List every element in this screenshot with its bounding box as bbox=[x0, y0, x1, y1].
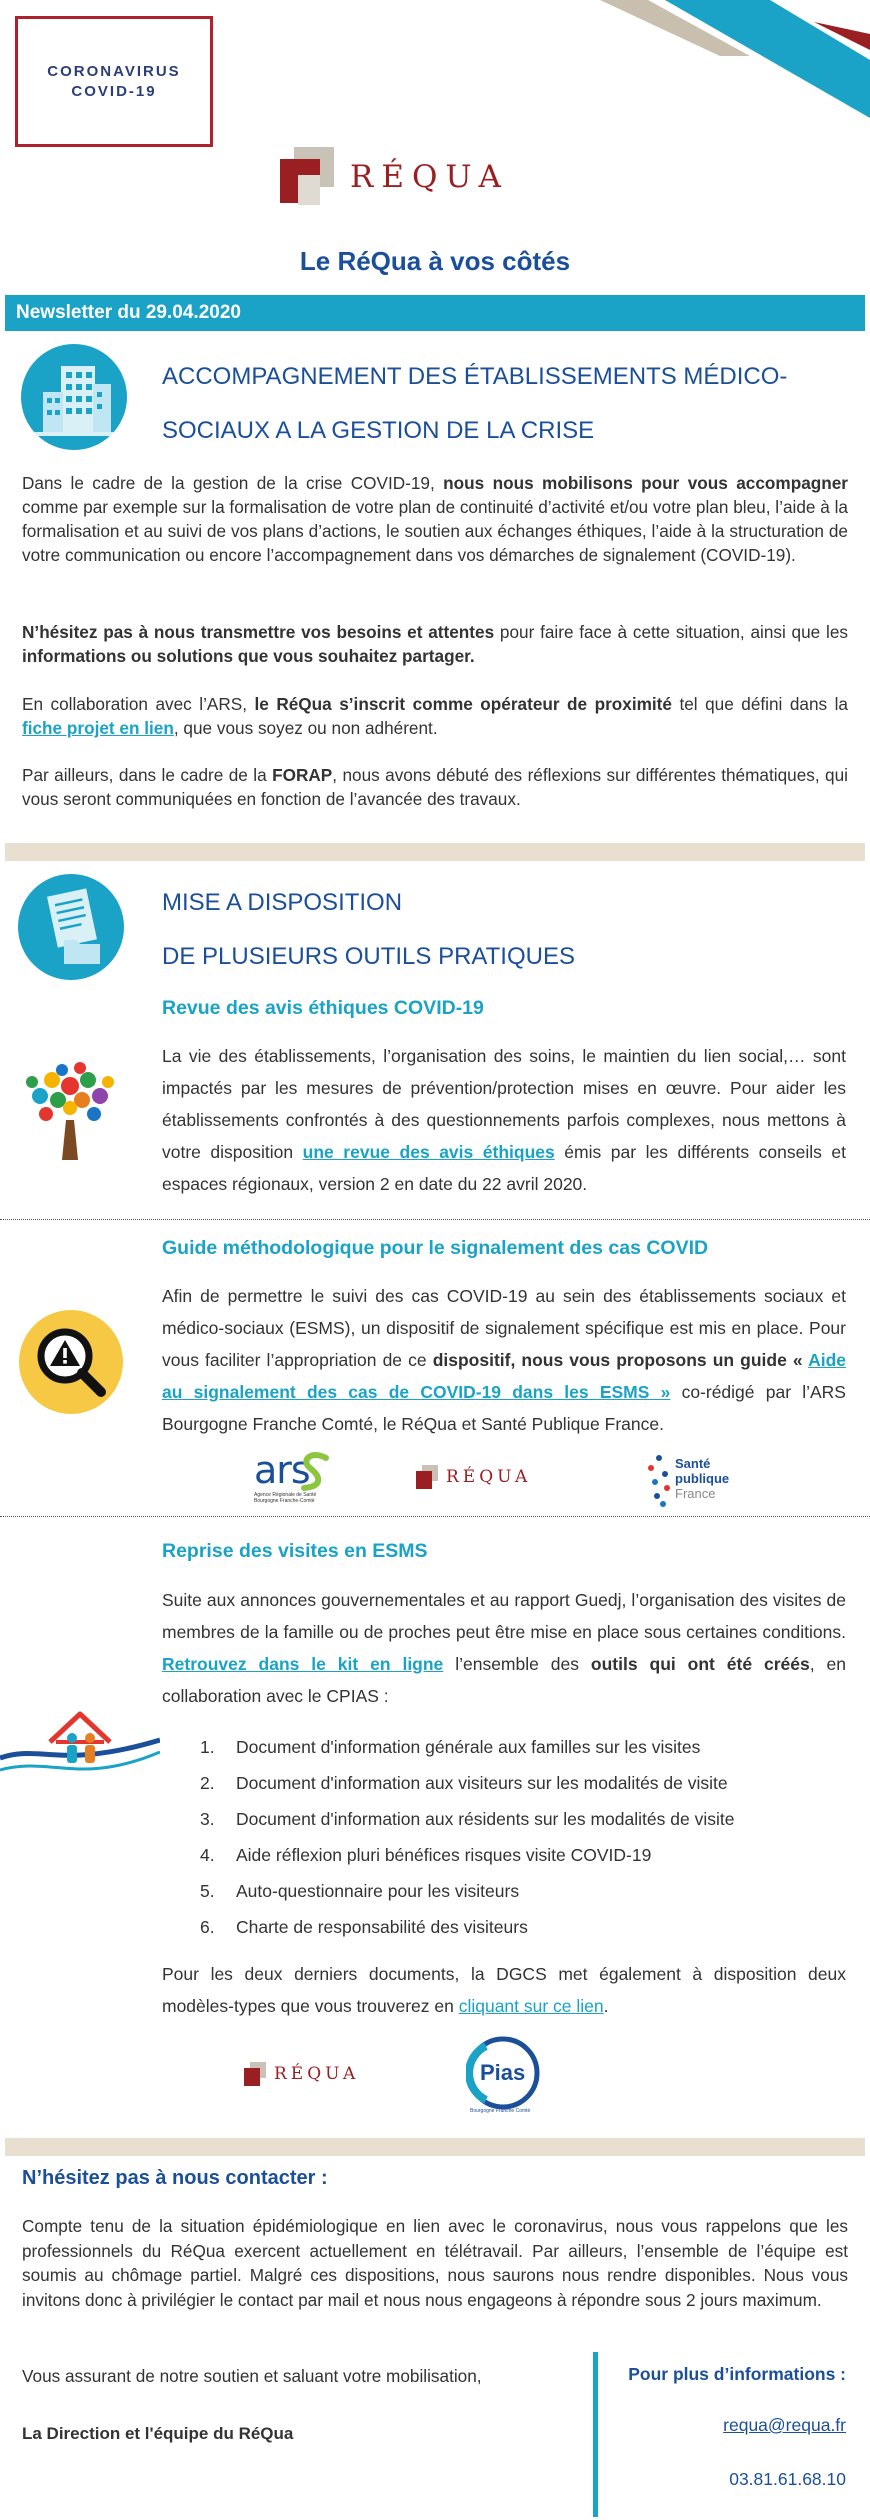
section2-title-line1: MISE A DISPOSITION bbox=[162, 889, 403, 916]
visites-title: Reprise des visites en ESMS bbox=[162, 1540, 428, 1562]
documents-icon bbox=[18, 874, 124, 980]
signature: La Direction et l'équipe du RéQua bbox=[22, 2424, 294, 2443]
list-item: 2. Document d'information aux visiteurs sur les modalités de visite bbox=[200, 1773, 728, 1793]
list-item: 4. Aide réflexion pluri bénéfices risques visite COVID-19 bbox=[200, 1845, 652, 1865]
contact-title: N’hésitez pas à nous contacter : bbox=[22, 2167, 328, 2189]
cpias-logo-text: Pias bbox=[480, 2060, 526, 2085]
guide-title: Guide méthodologique pour le signalement des cas COVID bbox=[162, 1237, 709, 1259]
ars-logo bbox=[250, 1448, 340, 1504]
covid-badge-line2: COVID-19 bbox=[71, 82, 157, 100]
more-info-label: Pour plus d’informations : bbox=[628, 2364, 846, 2384]
section-divider-2 bbox=[5, 2138, 865, 2156]
revue-avis-ethiques-link[interactable]: une revue des avis éthiques bbox=[302, 1142, 555, 1162]
requa-logo-text: RÉQUA bbox=[350, 159, 509, 195]
visites-tools-list bbox=[200, 1729, 734, 1945]
dgcs-paragraph: Pour les deux derniers documents, la DGCS met également à disposition deux modèles-types que vous trouverez en cliquant sur ce lien. bbox=[162, 1964, 846, 2016]
newsletter-bar bbox=[5, 295, 865, 331]
ars-swoosh bbox=[294, 1450, 334, 1494]
cpias-logo bbox=[466, 2036, 540, 2118]
section2-title bbox=[162, 876, 575, 984]
requa-logo-mark bbox=[278, 145, 348, 215]
contact-paragraph: Compte tenu de la situation épidémiologique en lien avec le coronavirus, nous vous rappelons que les professionnels du RéQua exercent actuellement en télétravail. Par ailleurs, l’ensemble de l’équipe est soumis au chômage partiel. Malgré ces dispositions, nous saurons nous rendre disponibles. Nous vous invitons donc à privilégier le contact par mail et nous nous engageons à répondre sous 2 jours maximum. bbox=[22, 2216, 848, 2310]
hands-tree-icon bbox=[22, 1060, 118, 1164]
cliquant-lien-link[interactable]: cliquant sur ce lien bbox=[458, 1996, 604, 2016]
visites-paragraph: Suite aux annonces gouvernementales et au rapport Guedj, l’organisation des visites de membres de la famille ou de proches peut être mise en place sous certaines conditions. Retrouvez dans le kit en ligne l’ensemble des outils qui ont été créés, en collaboration avec le CPIAS : bbox=[162, 1590, 846, 1706]
section1-paragraph-1: Dans le cadre de la gestion de la crise COVID-19, nous nous mobilisons pour vous accompagner comme par exemple sur la formalisation de votre plan de continuité d’activité et/ou votre plan bleu, l’aide à la formalisation et au suivi de vos plans d’actions, le soutien aux échanges éthiques, l’aide à la structuration de votre communication ou encore l’accompagnement dans vos démarches de signalement (COVID-19). bbox=[22, 473, 848, 565]
aide-signalement-link[interactable]: Aide au signalement des cas de COVID-19 dans les ESMS » bbox=[162, 1350, 847, 1402]
kit-en-ligne-link[interactable]: Retrouvez dans le kit en ligne bbox=[162, 1654, 444, 1674]
ars-logo-text: ars bbox=[254, 1448, 310, 1492]
section1-title-line1: ACCOMPAGNEMENT DES ÉTABLISSEMENTS MÉDICO- bbox=[162, 363, 788, 390]
section1-title-line2: SOCIAUX A LA GESTION DE LA CRISE bbox=[162, 417, 595, 444]
list-item: 1. Document d'information générale aux familles sur les visites bbox=[200, 1737, 701, 1757]
revue-title: Revue des avis éthiques COVID-19 bbox=[162, 997, 484, 1019]
sante-line-1: Santé bbox=[675, 1456, 711, 1471]
list-item: 5. Auto-questionnaire pour les visiteurs bbox=[200, 1881, 520, 1901]
covid-badge bbox=[15, 16, 213, 147]
list-item: 3. Document d'information aux résidents sur les modalités de visite bbox=[200, 1809, 735, 1829]
list-item: 6. Charte de responsabilité des visiteurs bbox=[200, 1917, 528, 1937]
requa-logo bbox=[278, 145, 592, 215]
newsletter-date: Newsletter du 29.04.2020 bbox=[16, 302, 241, 323]
dotted-divider-2 bbox=[0, 1516, 870, 1517]
covid-badge-line1: CORONAVIRUS bbox=[47, 62, 181, 80]
closing-text: Vous assurant de notre soutien et saluant votre mobilisation, bbox=[22, 2366, 482, 2386]
building-icon bbox=[21, 344, 127, 450]
house-family-icon bbox=[0, 1700, 160, 1794]
contact-side-bar bbox=[593, 2352, 598, 2517]
phone-number: 03.81.61.68.10 bbox=[729, 2469, 846, 2489]
requa-logo-bottom: RÉQUA bbox=[244, 2062, 404, 2090]
section1-paragraph-2: N’hésitez pas à nous transmettre vos besoins et attentes pour faire face à cette situation, ainsi que les informations ou solutions que vous souhaitez partager. bbox=[22, 622, 848, 666]
sante-publique-logo bbox=[645, 1452, 755, 1512]
warning-search-icon bbox=[19, 1310, 123, 1414]
sante-line-2: publique bbox=[675, 1471, 730, 1486]
sante-line-3: France bbox=[675, 1486, 716, 1501]
email-link[interactable]: requa@requa.fr bbox=[723, 2415, 846, 2435]
corner-decoration bbox=[570, 0, 870, 130]
revue-paragraph: La vie des établissements, l’organisation des soins, le maintien du lien social,… sont impactés par les mesures de prévention/protection mises en œuvre. Pour aider les établissements confrontés à des questionnements parfois complexes, nous mettons à votre disposition une revue des avis éthiques émis par les différents conseils et espaces régionaux, version 2 en date du 22 avril 2020. bbox=[162, 1046, 846, 1194]
section1-paragraph-4: Par ailleurs, dans le cadre de la FORAP, nous avons débuté des réflexions sur différentes thématiques, qui vous seront communiquées en fonction de l’avancée des travaux. bbox=[22, 765, 848, 809]
guide-paragraph: Afin de permettre le suivi des cas COVID-19 au sein des établissements sociaux et médico-sociaux (ESMS), un dispositif de signalement spécifique est mis en place. Pour vous faciliter l’appropriation de ce dispositif, nous vous proposons un guide « Aide au signalement des cas de COVID-19 dans les ESMS » co-rédigé par l’ARS Bourgogne Franche Comté, le RéQua et Santé Publique France. bbox=[162, 1286, 847, 1434]
dotted-divider-1 bbox=[0, 1219, 870, 1220]
page-title: Le RéQua à vos côtés bbox=[299, 246, 571, 276]
section1-paragraph-3: En collaboration avec l’ARS, le RéQua s’inscrit comme opérateur de proximité tel que défini dans la fiche projet en lien, que vous soyez ou non adhérent. bbox=[22, 694, 848, 738]
section2-title-line2: DE PLUSIEURS OUTILS PRATIQUES bbox=[162, 943, 575, 970]
requa-logo-small: RÉQUA bbox=[416, 1465, 576, 1493]
fiche-projet-link[interactable]: fiche projet en lien bbox=[22, 718, 174, 738]
ars-logo-subtitle: Agence Régionale de Santé Bourgogne Franche-Comté bbox=[254, 1492, 317, 1504]
section1-title bbox=[162, 350, 787, 458]
cpias-logo-subtitle: Bourgogne Franche Comté bbox=[470, 2108, 531, 2114]
section-divider bbox=[5, 843, 865, 861]
